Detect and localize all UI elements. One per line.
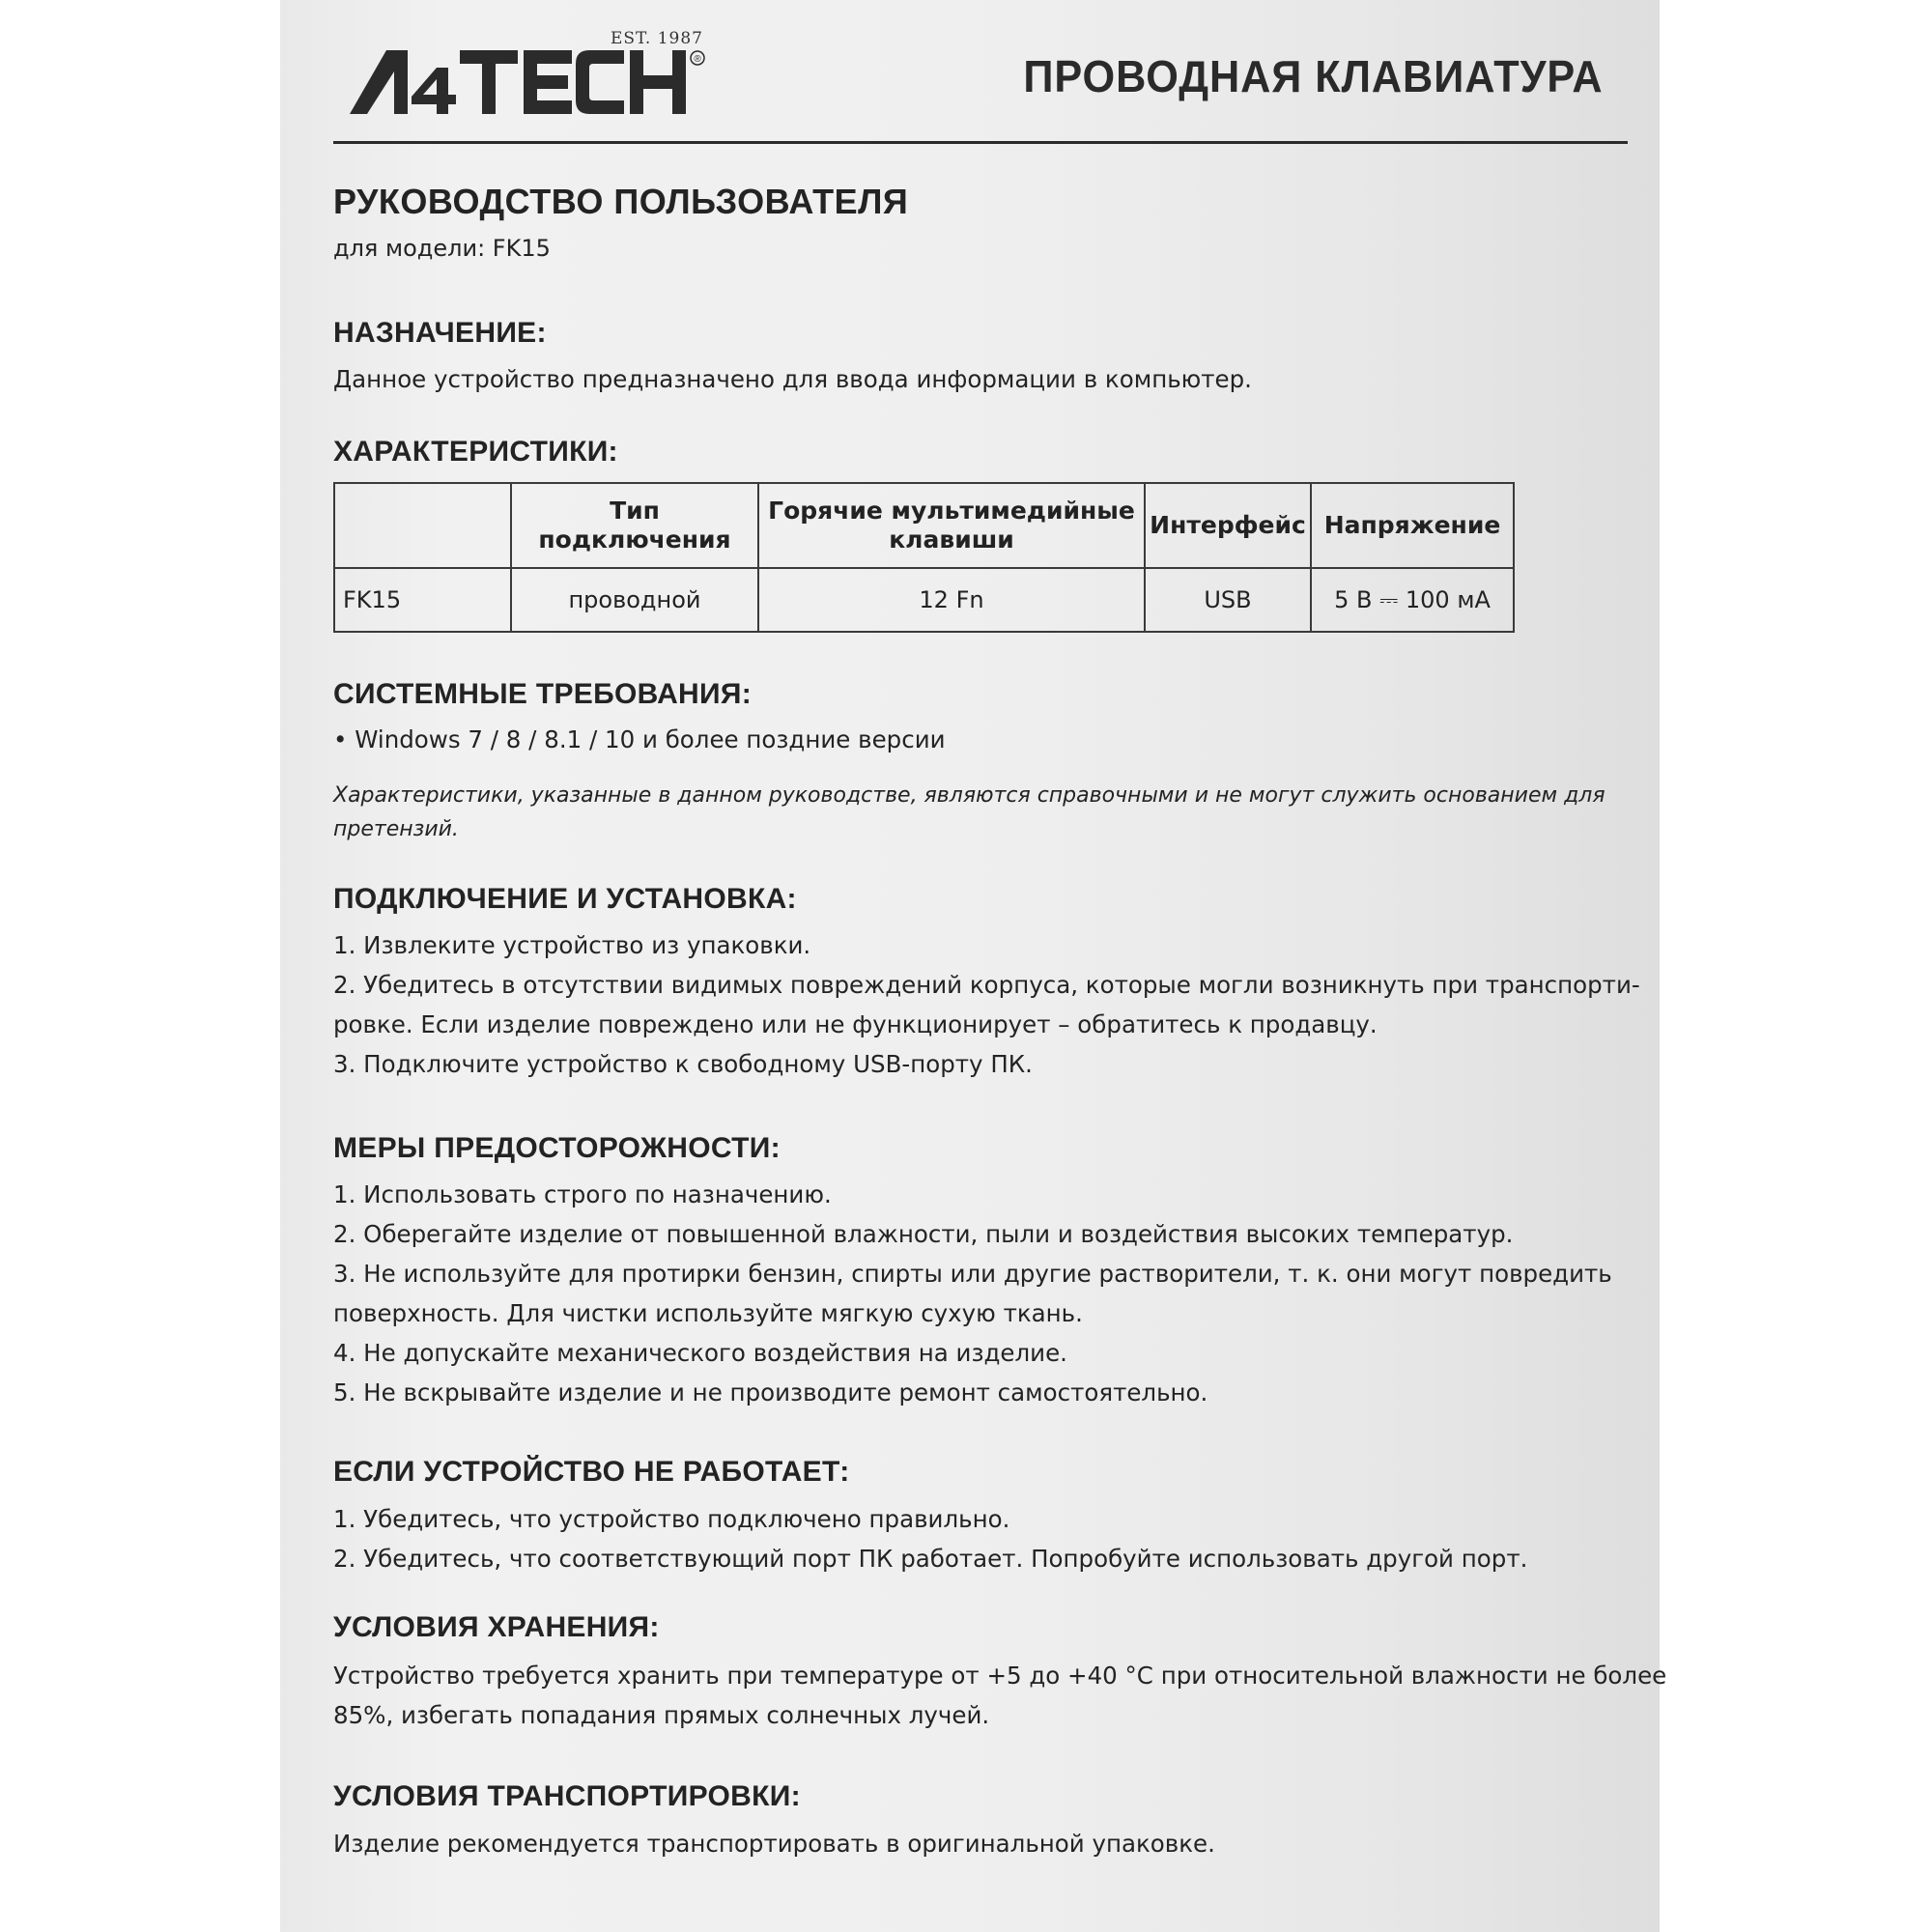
specs-header-row (334, 483, 1514, 568)
specs-col-hotkeys: Горячие мультимедийные клавиши (758, 483, 1145, 568)
requirements-item: • Windows 7 / 8 / 8.1 / 10 и более поздние версии (333, 725, 946, 753)
precaution-line: 1. Использовать строго по назначению. (333, 1180, 832, 1208)
product-type-title: ПРОВОДНАЯ КЛАВИАТУРА (1023, 51, 1604, 101)
logo-wordmark-icon (348, 46, 715, 116)
precaution-line: 3. Не используйте для протирки бензин, спирты или другие растворители, т. к. они могут повредить (333, 1260, 1612, 1288)
disclaimer-line: Характеристики, указанные в данном руководстве, являются справочными и не могут служить основанием для (333, 783, 1605, 808)
purpose-heading: НАЗНАЧЕНИЕ: (333, 317, 547, 349)
specs-col-connection: Тип подключения (511, 483, 758, 568)
model-line: для модели: FK15 (333, 235, 551, 262)
install-line: 2. Убедитесь в отсутствии видимых повреждений корпуса, которые могли возникнуть при транспорти- (333, 971, 1640, 999)
specs-cell-connection: проводной (511, 568, 758, 632)
manual-page (333, 0, 1667, 1932)
precaution-line: 4. Не допускайте механического воздействия на изделие. (333, 1339, 1067, 1367)
install-line: 3. Подключите устройство к свободному USB-порту ПК. (333, 1050, 1033, 1078)
specs-cell-model: FK15 (334, 568, 511, 632)
specs-col-empty (334, 483, 511, 568)
specs-col-interface: Интерфейс (1145, 483, 1311, 568)
registered-mark: ® (694, 54, 701, 65)
precaution-line: поверхность. Для чистки используйте мягкую сухую ткань. (333, 1299, 1083, 1327)
transport-heading: УСЛОВИЯ ТРАНСПОРТИРОВКИ: (333, 1780, 801, 1812)
requirements-heading: СИСТЕМНЫЕ ТРЕБОВАНИЯ: (333, 678, 753, 710)
precaution-line: 5. Не вскрывайте изделие и не производите ремонт самостоятельно. (333, 1378, 1208, 1406)
header-divider (333, 141, 1628, 144)
troubleshooting-heading: ЕСЛИ УСТРОЙСТВО НЕ РАБОТАЕТ: (333, 1456, 850, 1488)
purpose-text (333, 359, 1628, 399)
install-line: 1. Извлеките устройство из упаковки. (333, 931, 811, 959)
install-heading: ПОДКЛЮЧЕНИЕ И УСТАНОВКА: (333, 883, 797, 915)
specs-data-row (334, 568, 1514, 632)
disclaimer (333, 779, 1608, 846)
logo-est-label: EST. 1987 (611, 29, 703, 48)
storage-text (333, 1656, 1667, 1735)
transport-line: Изделие рекомендуется транспортировать в оригинальной упаковке. (333, 1830, 1215, 1858)
guide-title: РУКОВОДСТВО ПОЛЬЗОВАТЕЛЯ (333, 182, 909, 221)
specs-heading: ХАРАКТЕРИСТИКИ: (333, 436, 618, 468)
specs-cell-interface: USB (1145, 568, 1311, 632)
a4tech-logo (348, 29, 715, 116)
troubleshooting-list (333, 1499, 1628, 1578)
specs-cell-hotkeys: 12 Fn (758, 568, 1145, 632)
precaution-line: 2. Оберегайте изделие от повышенной влажности, пыли и воздействия высоких температур. (333, 1220, 1514, 1248)
specs-cell-voltage: 5 В ⎓ 100 мА (1311, 568, 1514, 632)
precautions-heading: МЕРЫ ПРЕДОСТОРОЖНОСТИ: (333, 1132, 781, 1164)
storage-line: Устройство требуется хранить при температуре от +5 до +40 °С при относительной влажности не более (333, 1662, 1667, 1690)
disclaimer-line: претензий. (333, 817, 459, 841)
storage-line: 85%, избегать попадания прямых солнечных лучей. (333, 1701, 990, 1729)
transport-text (333, 1824, 1628, 1863)
storage-heading: УСЛОВИЯ ХРАНЕНИЯ: (333, 1611, 660, 1643)
install-line: ровке. Если изделие повреждено или не функционирует – обратитесь к продавцу. (333, 1010, 1378, 1038)
specs-col-voltage: Напряжение (1311, 483, 1514, 568)
troubleshooting-line: 2. Убедитесь, что соответствующий порт ПК работает. Попробуйте использовать другой порт. (333, 1545, 1528, 1573)
install-list (333, 925, 1640, 1084)
purpose-line: Данное устройство предназначено для ввода информации в компьютер. (333, 365, 1252, 393)
specs-table (333, 482, 1515, 633)
requirements-list (333, 720, 1628, 759)
precautions-list (333, 1175, 1628, 1412)
troubleshooting-line: 1. Убедитесь, что устройство подключено правильно. (333, 1505, 1010, 1533)
